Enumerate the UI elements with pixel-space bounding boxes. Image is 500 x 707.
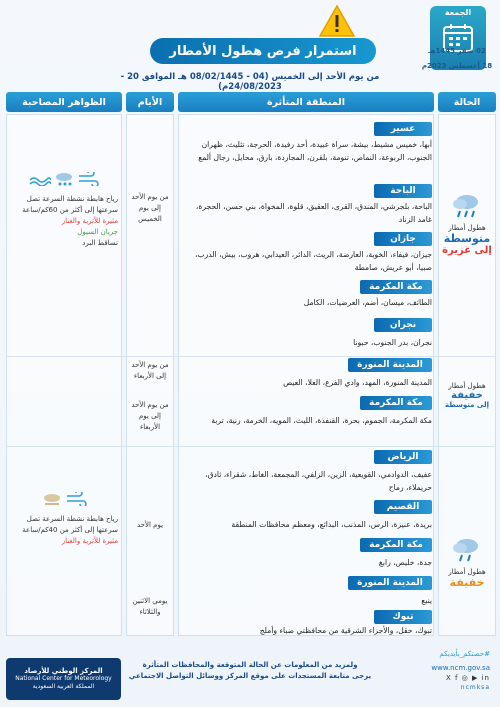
wind-icon — [77, 172, 99, 186]
region-madinah: المدينة المنورة — [348, 358, 432, 372]
status-label: هطول أمطار — [448, 382, 486, 390]
logo-arabic: المركز الوطني للأرصاد — [24, 667, 103, 675]
rain-cloud-icon — [450, 192, 484, 220]
phenomenon-dust: مثيرة للأتربة والغبار — [61, 217, 118, 225]
region-jazan: جازان — [374, 232, 432, 246]
status-intensity-2: إلى غزيرة — [442, 245, 492, 256]
region-najran-text: نجران، بدر الجنوب، حبونا — [353, 338, 432, 347]
footer-note-2: يرجى متابعة المستجدات على موقع المركز ووسائل التواصل الاجتماعي — [128, 672, 372, 680]
region-asir-text: أبها، خميس مشيط، بيشة، سراة عبيدة، أحد رفيدة، الحرجة، تثليث، ظهران الجنوب، الربوعة، النماص، تنومة، بلقرن، المجاردة، بارق، محايل، رجال ألمع — [198, 140, 432, 162]
header-phenomena: الظواهر المصاحبة — [6, 92, 122, 112]
days-group-1: من يوم الأحد إلى يوم الخميس — [131, 193, 169, 223]
forecast-table — [6, 92, 496, 638]
date-hijri: 02 صفر 1445هـ — [428, 47, 486, 55]
flood-icon — [29, 172, 51, 186]
footer-url[interactable]: www.ncm.gov.sa — [431, 664, 490, 672]
phenomena-icons — [10, 492, 118, 510]
phenomenon-hail: تساقط البرد — [82, 239, 118, 247]
days-group-2a: من يوم الأحد إلى الأربعاء — [131, 361, 169, 380]
rain-cloud-icon — [450, 536, 484, 564]
phenomena-group-3 — [10, 492, 118, 547]
region-makkah-2: مكة المكرمة — [360, 396, 432, 410]
region-makkah: مكة المكرمة — [360, 280, 432, 294]
region-baha: الباحة — [374, 184, 432, 198]
region-makkah-2-text: مكة المكرمة، الجموم، بحرة، القنفذة، الليث، المويه، الخرمة، رنية، تربة — [211, 416, 432, 425]
region-najran: نجران — [374, 318, 432, 332]
region-baha-text: الباحة، بلجرشي، المندق، القرى، العقيق، قلوة، المخواة، بني حسن، الحجرة، غامد الزناد — [195, 202, 432, 224]
status-group-1 — [440, 192, 494, 256]
phenomenon-wind: رياح هابطة نشطة السرعة تصل سرعتها إلى أكثر من 40كم/ساعة — [22, 515, 118, 534]
status-group-2 — [440, 382, 494, 409]
ncm-logo — [6, 658, 121, 700]
header — [0, 0, 500, 92]
footer-note — [120, 660, 380, 682]
phenomena-group-1 — [10, 172, 118, 249]
logo-sub: المملكة العربية السعودية — [32, 683, 95, 690]
status-label: هطول أمطار — [448, 568, 486, 576]
header-days: الأيام — [126, 92, 174, 112]
days-group-3a: يوم الأحد — [136, 521, 164, 529]
date-gregorian: 18 أغسطس 2023م — [421, 62, 493, 70]
days-group-2b: من يوم الأحد إلى يوم الأربعاء — [131, 401, 169, 431]
page-subtitle: من يوم الأحد إلى الخميس (04 - 08/02/1445 هـ الموافق 20 - 24/08/2023م) — [120, 72, 380, 92]
status-intensity: خفيفة — [451, 390, 483, 401]
dust-icon — [41, 492, 63, 506]
region-riyadh: الرياض — [374, 450, 432, 464]
region-makkah-3: مكة المكرمة — [360, 538, 432, 552]
group-separator — [6, 356, 496, 357]
social-handle: ncmksa — [460, 684, 490, 691]
status-label: هطول أمطار — [448, 224, 486, 232]
status-intensity: خفيفة — [449, 576, 485, 589]
region-tabuk-text: تبوك، حقل، والأجزاء الشرقية من محافظتي ضباء وأملج — [259, 626, 432, 635]
date-day: الجمعة — [444, 8, 472, 17]
region-riyadh-text: عفيف، الدوادمي، القويعية، الزين، الزلفي، المجمعة، الغاط، شقراء، ثادق، حريملاء، رماح — [205, 470, 432, 492]
region-qassim-text: بريدة، عنيزة، الرس، المذنب، البدائع، ومعظم محافظات المنطقة — [231, 520, 432, 529]
status-group-3 — [440, 536, 494, 589]
page-title: استمرار فرص هطول الأمطار — [150, 38, 376, 64]
region-jazan-text: جيزان، فيفاء، الخوبة، العارضة، الريث، الدائر، العيدابي، هروب، بيش، الدرب، صبيا، أبو عريش، صامطة — [194, 250, 432, 272]
region-madinah-3-text: ينبع — [421, 596, 432, 605]
phenomenon-wind: رياح هابطة نشطة السرعة تصل سرعتها إلى أكثر من 60كم/ساعة — [22, 195, 118, 214]
footer-note-1: ولمزيد من المعلومات عن الحالة المتوقعة والمحافظات المتأثرة — [142, 661, 358, 669]
header-status: الحالة — [438, 92, 496, 112]
phenomenon-flood: جريان السيول — [77, 228, 118, 236]
status-intensity: متوسطة — [443, 232, 491, 245]
header-region: المنطقة المتأثرة — [178, 92, 434, 112]
warning-icon — [318, 4, 356, 38]
days-group-3b: يومي الاثنين والثلاثاء — [132, 597, 168, 616]
status-intensity-2: إلى متوسطة — [444, 401, 490, 409]
footer — [0, 640, 500, 707]
region-qassim: القصيم — [374, 500, 432, 514]
region-asir: عسير — [374, 122, 432, 136]
date-text — [420, 46, 494, 71]
region-madinah-3: المدينة المنورة — [348, 576, 432, 590]
logo-english: National Center for Meteorology — [15, 675, 112, 682]
region-tabuk: تبوك — [374, 610, 432, 624]
region-makkah-text: الطائف، ميسان، أضم، العرضيات، الكامل — [303, 298, 432, 307]
group-separator — [6, 446, 496, 447]
phenomenon-dust: مثيرة للأتربة والغبار — [61, 537, 118, 545]
wind-icon — [65, 492, 87, 506]
footer-hashtag: #حصتكم_بأيديكم — [439, 650, 490, 658]
hail-icon — [53, 172, 75, 186]
social-icons[interactable]: X f ◎ ▶ in — [445, 674, 490, 682]
region-madinah-text: المدينة المنورة، المهد، وادي الفرع، العلا، العيص — [283, 378, 432, 387]
region-makkah-3-text: جدة، خليص، رابغ — [378, 558, 432, 567]
phenomena-icons — [10, 172, 118, 190]
